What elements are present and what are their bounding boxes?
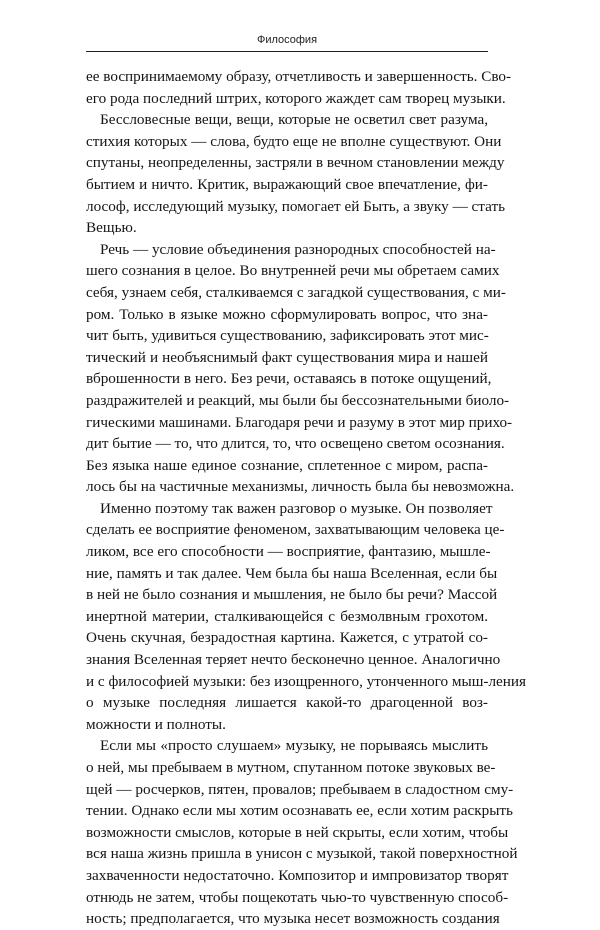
text-line: Именно поэтому так важен разговор о музыке. Он позволяет	[100, 499, 493, 517]
text-line: спутаны, неопределенны, застряли в вечном становлении между	[86, 154, 505, 172]
text-line: захваченности недостаточно. Композитор и импровизатор творят	[86, 866, 509, 884]
paragraph	[86, 498, 527, 736]
paragraph	[86, 109, 506, 239]
text-line: дит бытие — то, что длится, то, что освещено светом осознания.	[86, 435, 505, 453]
text-line: Бессловесные вещи, вещи, которые не осветил свет разума,	[100, 111, 488, 129]
paragraph	[86, 239, 515, 498]
text-line: вся наша жизнь пришла в унисон с музыкой, такой поверхностной	[86, 845, 518, 863]
text-line: тический и необъяснимый факт существования мира и нашей	[86, 348, 488, 366]
text-line: и с философией музыки: без изощренного, утонченного мыш-ления	[86, 672, 527, 690]
text-line: лософ, исследующий музыку, помогает ей Быть, а звуку — стать	[86, 197, 506, 215]
text-line: можности и полноты.	[86, 715, 226, 733]
text-line: бытием и ничто. Критик, выражающий свое впечатление, фи-	[86, 175, 488, 193]
text-line: знания Вселенная теряет нечто бесконечно ценное. Аналогично	[86, 651, 501, 669]
paragraph	[86, 66, 512, 109]
text-line: ее воспринимаемому образу, отчетливость и завершенность. Сво-	[86, 68, 512, 85]
text-line: лось бы на частичные механизмы, личность была бы невозможна.	[86, 478, 515, 496]
text-line: его рода последний штрих, которого жаждет сам творец музыки.	[86, 89, 506, 107]
text-line: Речь — условие объединения разнородных способностей на-	[100, 240, 496, 258]
body-text	[86, 66, 527, 930]
text-line: ликом, все его способности — восприятие, фантазию, мышле-	[86, 543, 491, 561]
running-header: Философия	[256, 34, 318, 46]
text-line: отнюдь не затем, чтобы пощекотать чью-то чувственную способ-	[86, 888, 509, 906]
text-line: Вещью.	[86, 219, 137, 237]
text-line: возможности смыслов, которые в ней скрыты, если хотим, чтобы	[86, 823, 509, 841]
text-line: о музыке последняя лишается какой-то драгоценной воз-	[86, 694, 488, 712]
text-line: шего сознания в целое. Во внутренней речи мы обретаем самих	[86, 262, 500, 280]
text-line: вброшенности в него. Без речи, оставаясь в потоке ощущений,	[86, 370, 492, 388]
text-line: Очень скучная, безрадостная картина. Кажется, с утратой со-	[86, 629, 488, 647]
paragraph	[86, 735, 518, 929]
text-line: щей — росчерков, пятен, провалов; пребываем в сладостном сму-	[86, 780, 514, 798]
header-rule	[86, 51, 488, 52]
text-line: тении. Однако если мы хотим осознавать ее, если хотим раскрыть	[86, 802, 513, 820]
text-line: о ней, мы пребываем в мутном, спутанном потоке звуковых ве-	[86, 759, 496, 776]
text-line: Если мы «просто слушаем» музыку, не порываясь мыслить	[100, 737, 488, 755]
text-line: раздражителей и реакций, мы были бы бессознательными биоло-	[86, 391, 510, 409]
text-line: гическими машинами. Благодаря речи и разуму в этот мир прихо-	[86, 413, 513, 431]
text-line: Без языка наше единое сознание, сплетенное с миром, распа-	[86, 456, 488, 474]
text-line: сделать ее восприятие феноменом, захватывающим человека це-	[86, 521, 505, 539]
text-line: ние, память и так далее. Чем была бы наша Вселенная, если бы	[86, 564, 498, 582]
text-line: ность; предполагается, что музыка несет возможность создания	[86, 910, 500, 928]
text-line: ром. Только в языке можно сформулировать вопрос, что зна-	[86, 305, 488, 323]
text-line: стихия которых — слова, будто еще не вполне существуют. Они	[86, 132, 502, 150]
text-line: себя, узнаем себя, сталкиваемся с загадкой существования, с ми-	[86, 283, 506, 301]
text-line: в ней не было сознания и мышления, не было бы речи? Массой	[86, 586, 498, 604]
text-line: чит быть, удивиться существованию, зафиксировать этот мис-	[86, 327, 489, 345]
text-line: инертной материи, сталкивающейся с безмолвным грохотом.	[86, 607, 488, 625]
